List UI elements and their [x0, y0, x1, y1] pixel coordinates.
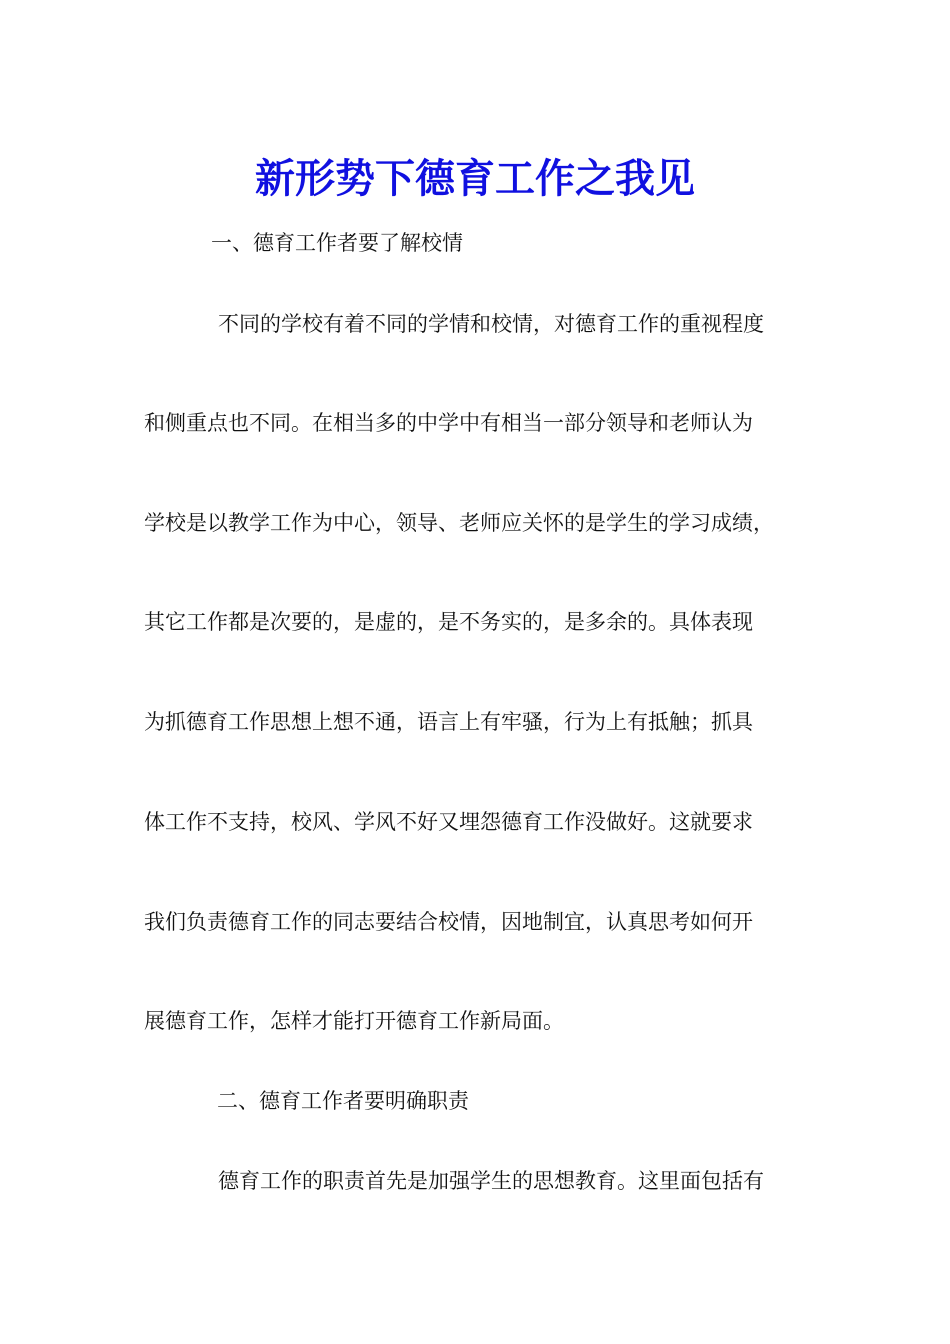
- paragraph-line: 体工作不支持，校风、学风不好又埋怨德育工作没做好。这就要求: [144, 810, 753, 834]
- paragraph-line: 展德育工作，怎样才能打开德育工作新局面。: [144, 1009, 564, 1033]
- paragraph-line: 学校是以教学工作为中心，领导、老师应关怀的是学生的学习成绩，: [144, 511, 774, 535]
- paragraph-line: 不同的学校有着不同的学情和校情，对德育工作的重视程度: [218, 312, 764, 336]
- page-title: 新形势下德育工作之我见: [255, 154, 695, 202]
- paragraph-line: 和侧重点也不同。在相当多的中学中有相当一部分领导和老师认为: [144, 411, 753, 435]
- paragraph-line: 我们负责德育工作的同志要结合校情，因地制宜，认真思考如何开: [144, 910, 753, 934]
- section-heading-1: 一、德育工作者要了解校情: [211, 231, 463, 255]
- section-heading-2: 二、德育工作者要明确职责: [217, 1089, 469, 1113]
- paragraph-line: 其它工作都是次要的，是虚的，是不务实的，是多余的。具体表现: [144, 610, 753, 634]
- paragraph-line: 德育工作的职责首先是加强学生的思想教育。这里面包括有: [218, 1169, 764, 1193]
- paragraph-line: 为抓德育工作思想上想不通，语言上有牢骚，行为上有抵触；抓具: [144, 710, 753, 734]
